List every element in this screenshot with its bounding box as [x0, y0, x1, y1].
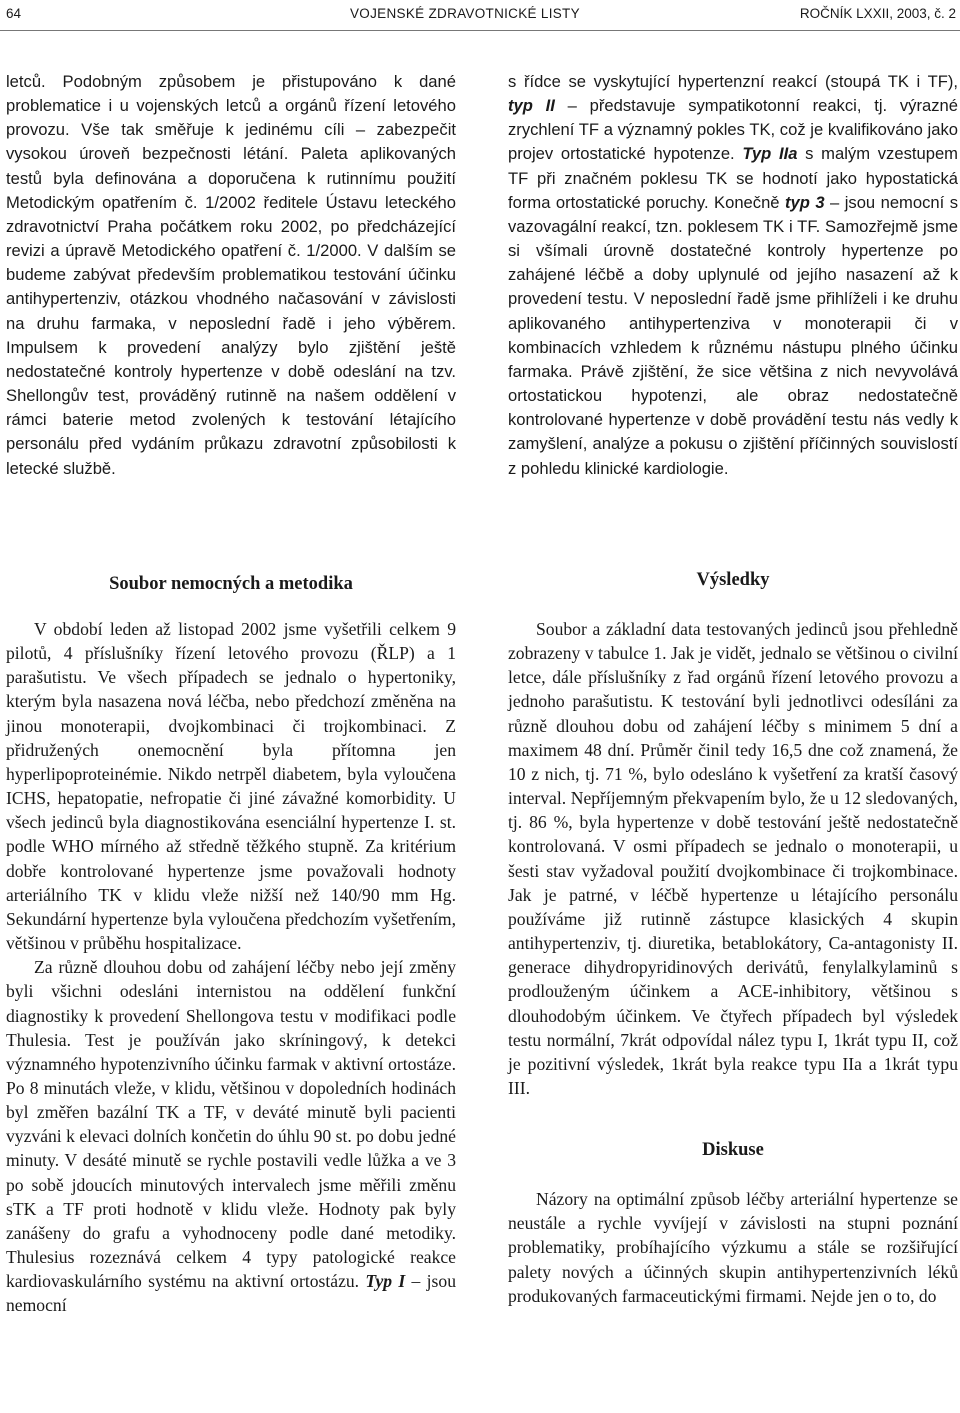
top-right-column — [508, 70, 958, 481]
results-paragraph: Soubor a základní data testovaných jedinců jsou přehledně zobrazeny v tabulce 1. Jak je vidět, jednalo se většinou o civilní letce, dále příslušníky z řad orgánů řízení letového provozu a jednoho parašutistu. K testování byli jednotlivci odesíláni za různě dlouhou dobu od zahájení léčby s minimem 5 dní a maximem 48 dní. Průměr činil tedy 16,5 dne což znamená, že 10 z nich, tj. 71 %, bylo odesláno k vyšetření za kratší časový interval. Nepříjemným překvapením bylo, že u 12 sledovaných, tj. 86 %, byla hypertenze v době testování ještě nedostatečně kontrolovaná. V osmi případech se jednalo o monoterapii, u šesti stav vyžadoval použití dvojkombinace či trojkombinace. Jak je patrné, v léčbě hypertenze u létajícího personálu používáme již rutinně zástupce klasických 4 skupin antihypertenziv, tj. diuretika, betablokátory, Ca-antagonisty II. generace dihydropyridinových derivátů, fenylalkylaminů s prodlouženým účinkem a ACE-inhibitory, většinou s dlouhodobým účinkem. Ve čtyřech případech byl výsledek testu normální, 7krát odpovídal nález typu I, 1krát typu II, což je pozitivní výsledek, 1krát byla reakce typu IIa a 1krát typu III. — [508, 619, 958, 1098]
paragraph-text: – jsou nemocní s vazovagální reakcí, tzn. poklesem TK i TF. Samozřejmě jsme si všímali úrovně dostatečné kontroly hypertenze po zahájené léčbě a doby uplynulé od jejího nasazení až k provedení testu. V neposlední řadě jsme přihlíželi i ke druhu aplikovaného antihypertenziva v monoterapii či v kombinacích vzhledem k různému nástupu plného účinku farmaka. Právě zjištění, že sice většina z nich nevyvolává ortostatickou hypotenzi, ale obraz nedostatečně kontrolované hypertenze v době provádění testu nás vedly k zamyšlení, analýze a pokusu o zjištění příčinných souvislostí z pohledu klinické kardiologie. — [508, 192, 958, 478]
paragraph-text: s malým vzestupem TF při značném poklesu TK se hodnotí jako hypostatická forma ortostatické poruchy. Konečně — [508, 144, 958, 212]
results-discussion-column — [508, 570, 958, 1308]
type-ii-term: typ II — [508, 96, 555, 116]
methods-paragraph-1: V období leden až listopad 2002 jsme vyšetřili celkem 9 pilotů, 4 příslušníky řízení letového provozu (ŘLP) a 1 parašutistu. Ve všech případech se jednalo o hypertoniky, kterým byla nasazena nová léčba, nebo předchozí změněna na jinou monoterapii, dvojkombinaci či trojkombinaci. Z přidružených onemocnění byla přítomna jen hyperlipoproteinémie. Nikdo netrpěl diabetem, byla vyloučena ICHS, hepatopatie, nefropatie či jiné závažné komorbidity. U všech jedinců byla diagnostikována esenciální hypertenze I. st. podle WHO mírného až středně těžkého stupně. Za kritérium dobře kontrolované hypertenze jsme považovali hodnoty arteriálního TK v klidu vleže nižší než 140/90 mm Hg. Sekundární hypertenze byla vyloučena předchozím vyšetřením, většinou v průběhu hospitalizace. — [6, 619, 456, 954]
section-heading-results: Výsledky — [696, 570, 770, 590]
running-header — [0, 0, 960, 31]
paragraph-text: s řídce se vyskytující hypertenzní reakcí (stoupá TK i TF), — [508, 72, 958, 91]
reaction-types-paragraph — [508, 70, 958, 481]
volume-info: ROČNÍK LXXII, 2003, č. 2 — [799, 6, 956, 21]
intro-paragraph: letců. Podobným způsobem je přistupováno k dané problematice i u vojenských letců a orgánů řízení letového provozu. Vše tak směřuje k jedinému cíli – zabezpečit vysokou úroveň bezpečnosti létání. Paleta aplikovaných testů byla definována a doporučena k rutinnímu použití Metodickým opatřením č. 1/2002 ředitele Ústavu leteckého zdravotnictví Praha počátkem roku 2002, po předcházející revizi a úpravě Metodického opatření č. 1/2000. V dalším se budeme zabývat především problematikou testování účinku antihypertenziv, otázkou vhodného načasování v závislosti na druhu farmaka, v neposlední řadě i jeho výběrem. Impulsem k provedení analýzy bylo zjištění ještě nedostatečné kontroly hypertenze v době odeslání na tzv. Shellongův test, prováděný rutinně na našem oddělení v rámci baterie metod zvolených k testování létajícího personálu před vydáním průkazu zdravotní způsobilosti k letecké službě. — [6, 72, 456, 478]
page-number: 64 — [6, 6, 22, 21]
top-left-column — [6, 70, 456, 481]
type-i-term: Typ I — [365, 1271, 406, 1292]
journal-title: VOJENSKÉ ZDRAVOTNICKÉ LISTY — [350, 6, 580, 21]
paragraph-text: – představuje sympatikotonní reakci, tj. výrazné zrychlení TF a významný pokles TK, což je kvalifikováno jako projev ortostatické hypotenze. — [508, 96, 958, 164]
section-heading-discussion: Diskuse — [702, 1140, 764, 1161]
discussion-paragraph: Názory na optimální způsob léčby arteriální hypertenze se neustále a rychle vyvíjejí v závislosti na stupni poznání problematiky, probíhajícího výzkumu a stále se rozšiřující palety nových a účinných skupin antihypertenzivních léků produkovaných farmaceutickými firmami. Nejde jen o to, do — [508, 1189, 958, 1306]
type-3-term: typ 3 — [785, 192, 825, 212]
type-iia-term: Typ IIa — [742, 144, 798, 164]
section-heading-methods: Soubor nemocných a metodika — [109, 574, 353, 594]
paragraph-text: Za různě dlouhou dobu od zahájení léčby nebo její změny byli všichni odesláni internistou na oddělení funkční diagnostiky k provedení Shellongova testu v modifikaci podle Thulesia. Test je používán jako skríningový, k detekci významného hypotenzivního účinku farmak v aktivní ortostáze. Po 8 minutách vleže, v klidu, většinou v dopoledních hodinách byl změřen bazální TK a TF, v deváté minutě byli pacienti vyzváni k elevaci dolních končetin do úhlu 90 st. po dobu jedné minuty. V desáté minutě se rychle postavili vedle lůžka a ve 3 po sobě jdoucích minutových intervalech jsme měřili změnu sTK a TF proti hodnotě v klidu vleže. Hodnoty pak byly zanášeny do grafu a vyhodnoceny podle dané metodiky. Thulesius rozeznává celkem 4 typy patologické reakce kardiovaskulárního systému na aktivní ortostázu. — [6, 957, 456, 1292]
methods-column — [6, 574, 456, 1318]
methods-paragraph-2 — [6, 955, 456, 1317]
paragraph-text: – jsou nemocní — [6, 1271, 456, 1316]
